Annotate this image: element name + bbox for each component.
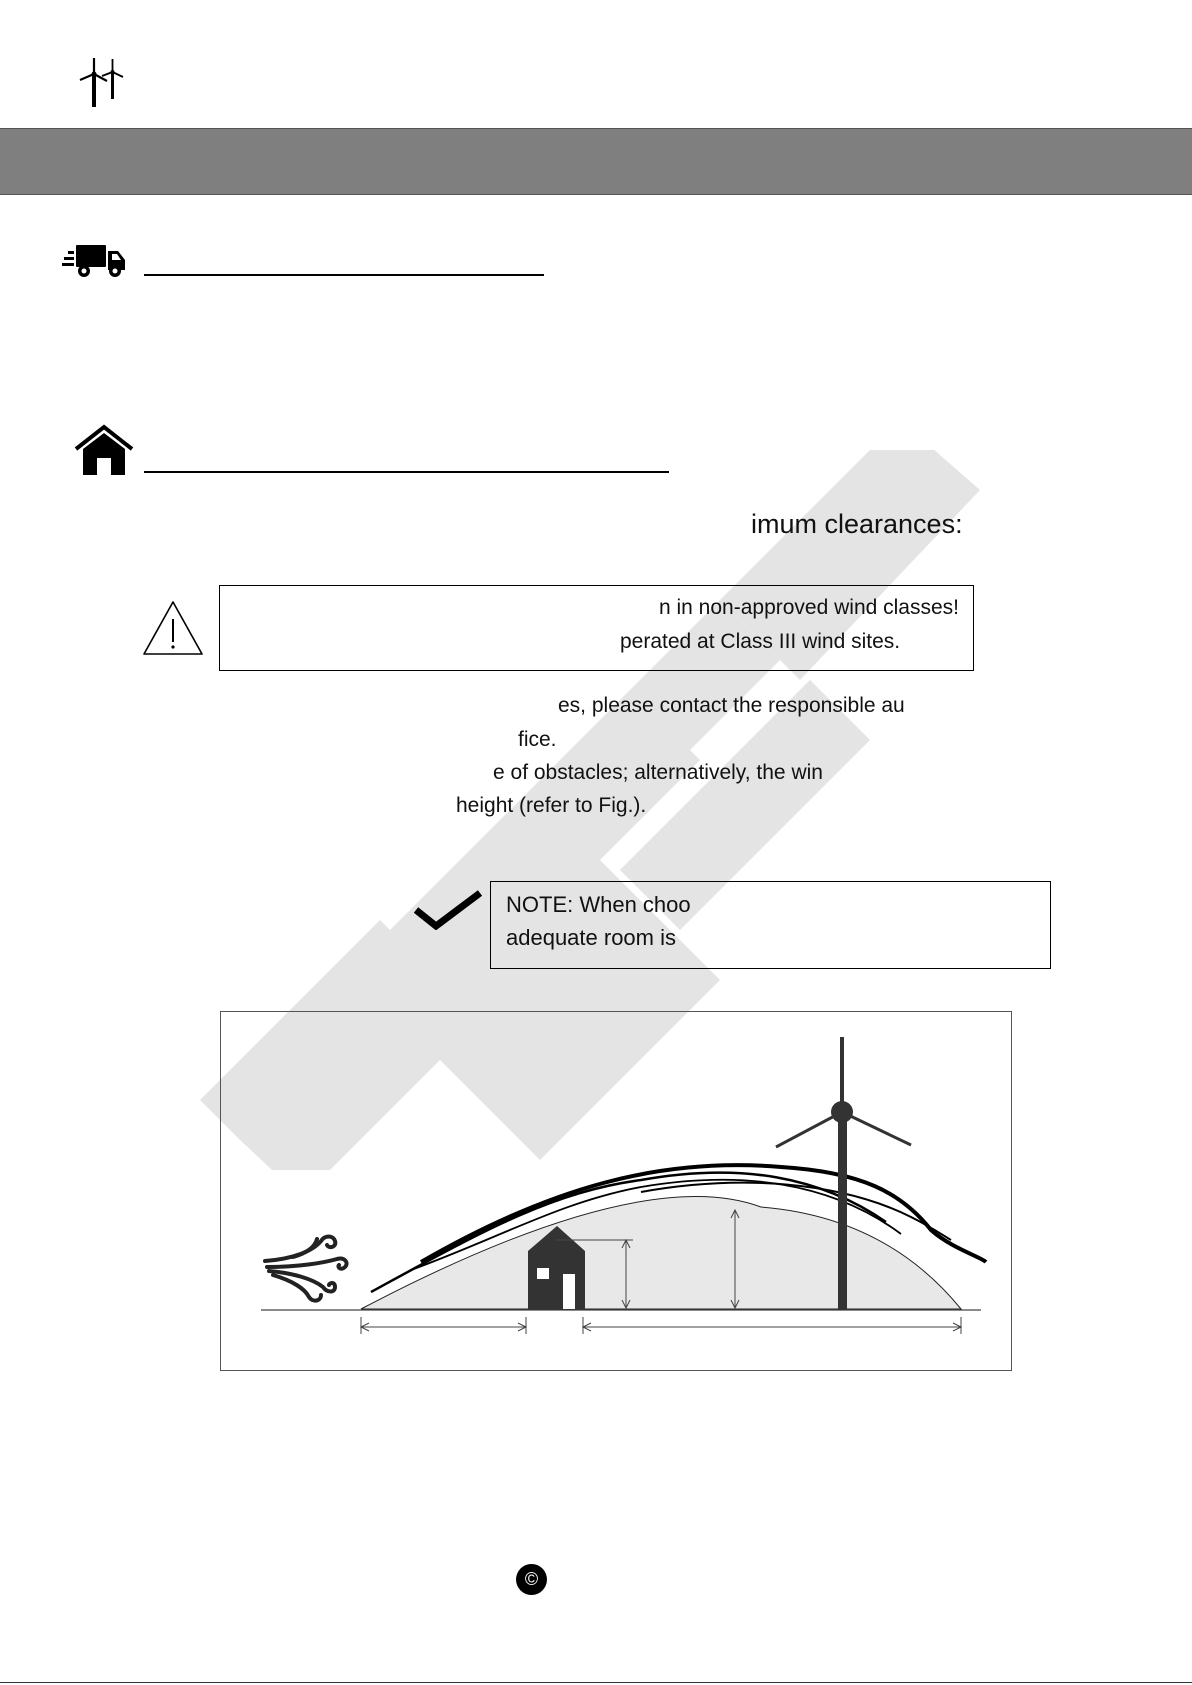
- warning-line-2: perated at Class III wind sites.: [620, 630, 901, 653]
- body-line-1: es, please contact the responsible au: [558, 694, 905, 717]
- page-bottom-rule: [0, 1682, 1192, 1683]
- warning-box: [219, 585, 974, 671]
- warning-triangle-icon: [141, 599, 205, 657]
- delivery-truck-icon: [62, 243, 126, 279]
- warning-line-1: n in non-approved wind classes!: [658, 596, 959, 619]
- site-heading-rule: [144, 471, 669, 473]
- body-line-3: e of obstacles; alternatively, the win: [493, 761, 823, 784]
- wind-turbines-icon: [78, 54, 126, 108]
- clearance-diagram: [221, 1012, 1013, 1372]
- checkmark-icon: [414, 890, 482, 930]
- clearances-heading: imum clearances:: [751, 509, 963, 539]
- body-line-4: height (refer to Fig.).: [456, 794, 647, 817]
- note-box: [490, 881, 1051, 969]
- turbine-hub: [831, 1101, 853, 1123]
- note-line-1: NOTE: When choo: [506, 892, 691, 917]
- copyright-icon: ©: [516, 1564, 547, 1595]
- header-band: [0, 128, 1192, 195]
- wind-swirl-icon: [263, 1231, 355, 1303]
- house-icon: [73, 424, 135, 476]
- transport-heading-rule: [144, 274, 544, 276]
- body-line-2: fice.: [518, 728, 557, 751]
- note-line-2: adequate room is: [506, 925, 676, 950]
- turbine-tower: [838, 1117, 847, 1310]
- clearance-figure: [220, 1011, 1012, 1371]
